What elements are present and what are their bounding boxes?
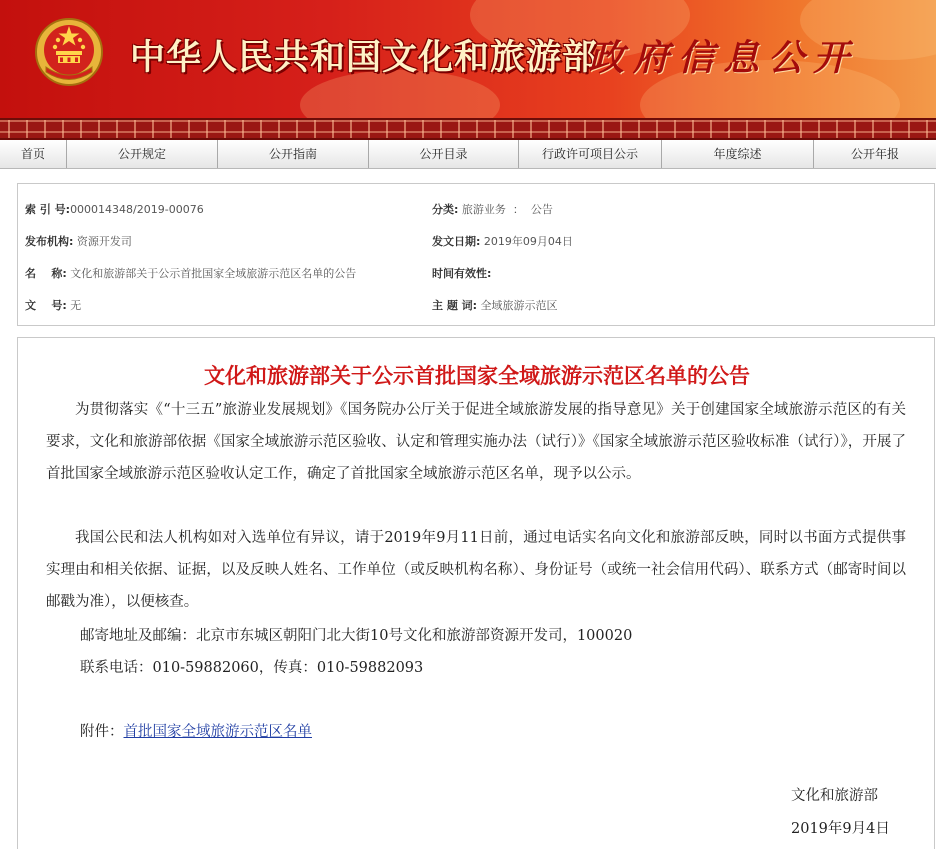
info-validity <box>432 265 491 281</box>
info-topic-label: 主 题 词: <box>432 299 478 312</box>
info-docno <box>25 297 81 313</box>
info-topic-value: 全域旅游示范区 <box>480 299 558 312</box>
info-category-value: 旅游业务 ： 公告 <box>461 203 553 216</box>
info-publisher-label: 发布机构: <box>25 235 74 248</box>
article-paragraph-1: 为贯彻落实《“十三五”旅游业发展规划》《国务院办公厅关于促进全域旅游发展的指导意见》关于创建国家全域旅游示范区的有关要求，文化和旅游部依据《国家全域旅游示范区验收、认定和管理实施办法（试行）》《国家全域旅游示范区验收标准（试行）》，开展了首批国家全域旅游示范区验收认定工作，确定了首批国家全域旅游示范区名单，现予以公示。 <box>46 402 906 482</box>
info-name <box>25 265 356 281</box>
info-index-value: 000014348/2019-00076 <box>70 203 204 216</box>
article-paragraph-2: 我国公民和法人机构如对入选单位有异议，请于2019年9月11日前，通过电话实名向文化和旅游部反映，同时以书面方式提供事实理由和相关依据、证据，以及反映人姓名、工作单位（或反映机构名称）、身份证号（或统一社会信用代码）、联系方式（邮寄时间以邮戳为准），以便核查。 <box>46 530 906 610</box>
nav-item-home[interactable]: 首页 <box>0 140 67 168</box>
nav-item-disclosure-rules[interactable]: 公开规定 <box>67 140 218 168</box>
info-category-label: 分类: <box>432 203 459 216</box>
info-docno-label: 文 号: <box>25 299 67 312</box>
nav-item-disclosure-catalog[interactable]: 公开目录 <box>369 140 519 168</box>
article-address: 邮寄地址及邮编：北京市东城区朝阳门北大街10号文化和旅游部资源开发司，100020 <box>80 628 633 644</box>
site-title: 中华人民共和国文化和旅游部 <box>130 38 599 78</box>
nav-item-annual-summary[interactable]: 年度综述 <box>662 140 814 168</box>
info-date-label: 发文日期: <box>432 235 481 248</box>
national-emblem-icon <box>34 17 104 87</box>
info-publisher <box>25 233 132 249</box>
info-name-label: 名 称: <box>25 267 67 280</box>
info-docno-value: 无 <box>70 299 82 312</box>
article-body <box>17 337 935 849</box>
info-topic <box>432 297 558 313</box>
document-info-box <box>17 183 935 326</box>
info-name-value: 文化和旅游部关于公示首批国家全域旅游示范区名单的公告 <box>70 267 357 280</box>
nav-item-admin-license[interactable]: 行政许可项目公示 <box>519 140 662 168</box>
info-date-value: 2019年09月04日 <box>483 235 573 248</box>
article-title: 文化和旅游部关于公示首批国家全域旅游示范区名单的公告 <box>204 363 750 388</box>
info-category <box>432 201 553 217</box>
signature-date: 2019年9月4日 <box>791 821 890 837</box>
decorative-pattern-band <box>0 118 936 140</box>
info-index <box>25 201 204 217</box>
info-date <box>432 233 573 249</box>
info-index-label: 索 引 号: <box>25 203 71 216</box>
article-contact: 联系电话：010-59882060，传真：010-59882093 <box>80 660 424 676</box>
attachment-label: 附件： <box>80 724 124 740</box>
attachment-row <box>80 720 312 741</box>
attachment-link[interactable]: 首批国家全域旅游示范区名单 <box>123 724 312 740</box>
nav-item-annual-report[interactable]: 公开年报 <box>850 147 899 161</box>
info-validity-label: 时间有效性: <box>432 267 492 280</box>
section-title: 政府信息公开 <box>588 37 859 79</box>
info-publisher-value: 资源开发司 <box>76 235 132 248</box>
main-nav <box>0 140 936 169</box>
nav-item-disclosure-guide[interactable]: 公开指南 <box>218 140 369 168</box>
signature-org: 文化和旅游部 <box>791 788 878 804</box>
site-banner <box>0 0 936 118</box>
